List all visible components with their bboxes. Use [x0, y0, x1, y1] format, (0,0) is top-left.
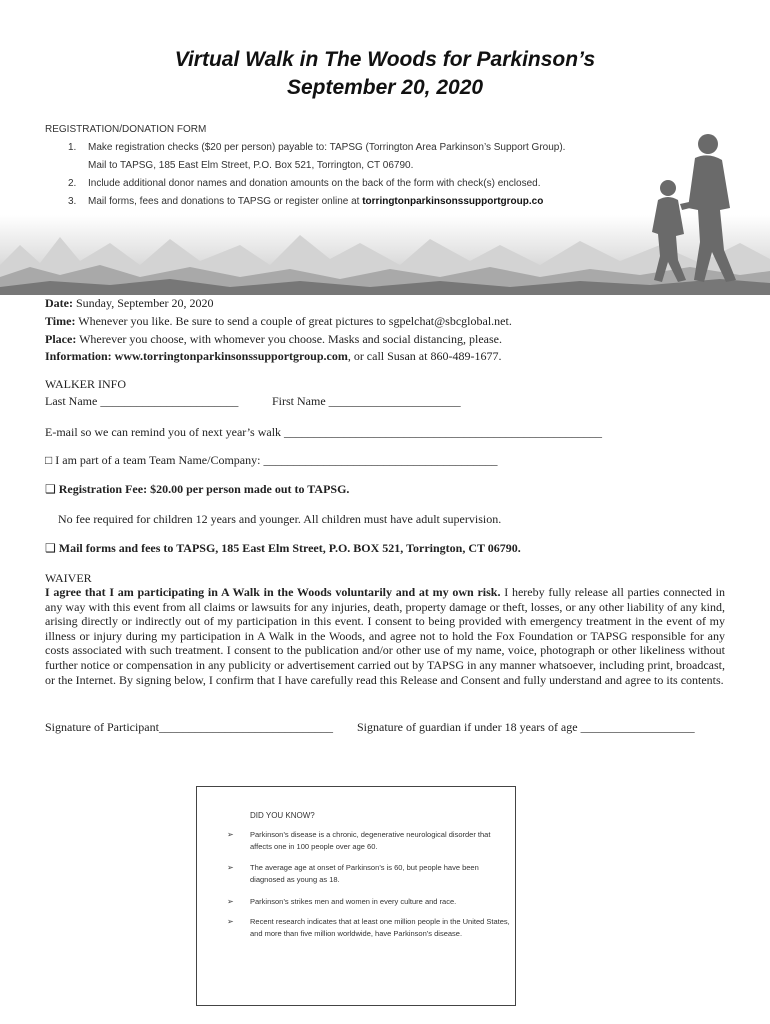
- information-value: , or call Susan at 860-489-1677.: [347, 349, 502, 363]
- information-label: Information: www.torringtonparkinsonssupportgroup.com: [45, 349, 348, 363]
- step-3: [68, 196, 543, 207]
- first-name-field[interactable]: First Name ______________________: [272, 394, 461, 408]
- step-text: Mail forms, fees and donations to TAPSG or register online at: [88, 196, 363, 207]
- step-1: [68, 142, 565, 153]
- waiver-agreement: I agree that I am participating in A Walk in the Woods voluntarily and at my own risk.: [45, 585, 501, 599]
- did-you-know-heading: DID YOU KNOW?: [250, 811, 315, 820]
- step-number: 3.: [68, 196, 77, 207]
- waiver-text: [45, 585, 725, 687]
- date-line: [45, 296, 214, 311]
- step-1-continued: [68, 160, 413, 171]
- arrow-bullet-icon: ➢: [227, 863, 234, 872]
- last-name-field[interactable]: Last Name _______________________: [45, 394, 239, 408]
- waiver-heading: WAIVER: [45, 571, 92, 585]
- website-link[interactable]: torringtonparkinsonssupportgroup.co: [362, 196, 544, 207]
- time-value: Whenever you like. Be sure to send a couple of great pictures to sgpelchat@sbcglobal.net.: [75, 314, 512, 328]
- team-name-field[interactable]: I am part of a team Team Name/Company: _______________________________________: [52, 453, 498, 467]
- information-line: [45, 349, 501, 364]
- page-title-line2: September 20, 2020: [286, 76, 484, 99]
- place-line: [45, 332, 502, 347]
- place-label: Place:: [45, 332, 77, 346]
- fact-item: Recent research indicates that at least one million people in the United States, and more than five million worldwide, have Parkinson’s disease.: [250, 917, 510, 938]
- form-heading: REGISTRATION/DONATION FORM: [45, 124, 207, 135]
- date-label: Date:: [45, 296, 73, 310]
- team-line: [45, 453, 497, 468]
- walkers-silhouette-image: [640, 130, 750, 290]
- registration-fee-line: [45, 482, 349, 497]
- team-checkbox[interactable]: □: [45, 453, 53, 467]
- arrow-bullet-icon: ➢: [227, 917, 234, 926]
- email-field[interactable]: E-mail so we can remind you of next year’s walk _____________________________________________________: [45, 425, 603, 439]
- time-line: [45, 314, 512, 329]
- participant-signature-field[interactable]: Signature of Participant_____________________________: [45, 720, 333, 734]
- guardian-signature-field[interactable]: Signature of guardian if under 18 years of age ___________________: [357, 720, 695, 734]
- checkbox-icon[interactable]: ❑: [45, 482, 56, 496]
- mail-text: Mail forms and fees to TAPSG, 185 East Elm Street, P.O. BOX 521, Torrington, CT 06790.: [55, 541, 521, 555]
- fact-item: The average age at onset of Parkinson’s is 60, but people have been diagnosed as young as 18.: [250, 863, 479, 884]
- mail-line: [45, 541, 521, 556]
- checkbox-icon[interactable]: ❑: [45, 541, 56, 555]
- step-text: Make registration checks ($20 per person) payable to: TAPSG (Torrington Area Parkinson’s Support Group).: [88, 142, 566, 153]
- step-number: 1.: [68, 142, 77, 153]
- step-number: 2.: [68, 178, 77, 189]
- did-you-know-box: [196, 786, 516, 1006]
- place-value: Wherever you choose, with whomever you choose. Masks and social distancing, please.: [76, 332, 502, 346]
- arrow-bullet-icon: ➢: [227, 897, 234, 906]
- registration-fee-text: Registration Fee: $20.00 per person made out to TAPSG.: [55, 482, 350, 496]
- date-value: Sunday, September 20, 2020: [72, 296, 214, 310]
- step-2: [68, 178, 541, 189]
- step-text: Mail to TAPSG, 185 East Elm Street, P.O. Box 521, Torrington, CT 06790.: [88, 160, 414, 171]
- arrow-bullet-icon: ➢: [227, 830, 234, 839]
- waiver-body: I hereby fully release all parties connected in any way with this event from all claims or lawsuits for any injuries, death, property damage or theft, losses, or any other liability of any kind, arising directly or indirectly out of my participation in this event. I consent to being provided with emergency treatment in the event of my illness or injury during my participation in A Walk in the Woods, and agree not to hold the Fox Foundation or TAPSG responsible for any costs associated with such treatment. I consent to the publication and/or other use of my name, voice, photograph or other likeliness without further notice or compensation in any publicity or advertisement carried out by TAPSG in any manner whatsoever, including print, broadcast, or the Internet. By signing below, I confirm that I have carefully read this Release and Consent and fully understand and agree to its contents.: [45, 585, 725, 687]
- fee-note: No fee required for children 12 years and younger. All children must have adult supervision.: [58, 512, 502, 526]
- time-label: Time:: [45, 314, 76, 328]
- step-text: Include additional donor names and donation amounts on the back of the form with check(s) enclosed.: [88, 178, 541, 189]
- page-title-line1: Virtual Walk in The Woods for Parkinson’s: [174, 48, 596, 71]
- fact-item: Parkinson’s strikes men and women in every culture and race.: [250, 897, 457, 906]
- walker-info-heading: WALKER INFO: [45, 377, 126, 391]
- fact-item: Parkinson’s disease is a chronic, degenerative neurological disorder that affects one in 100 people over age 60.: [250, 830, 491, 851]
